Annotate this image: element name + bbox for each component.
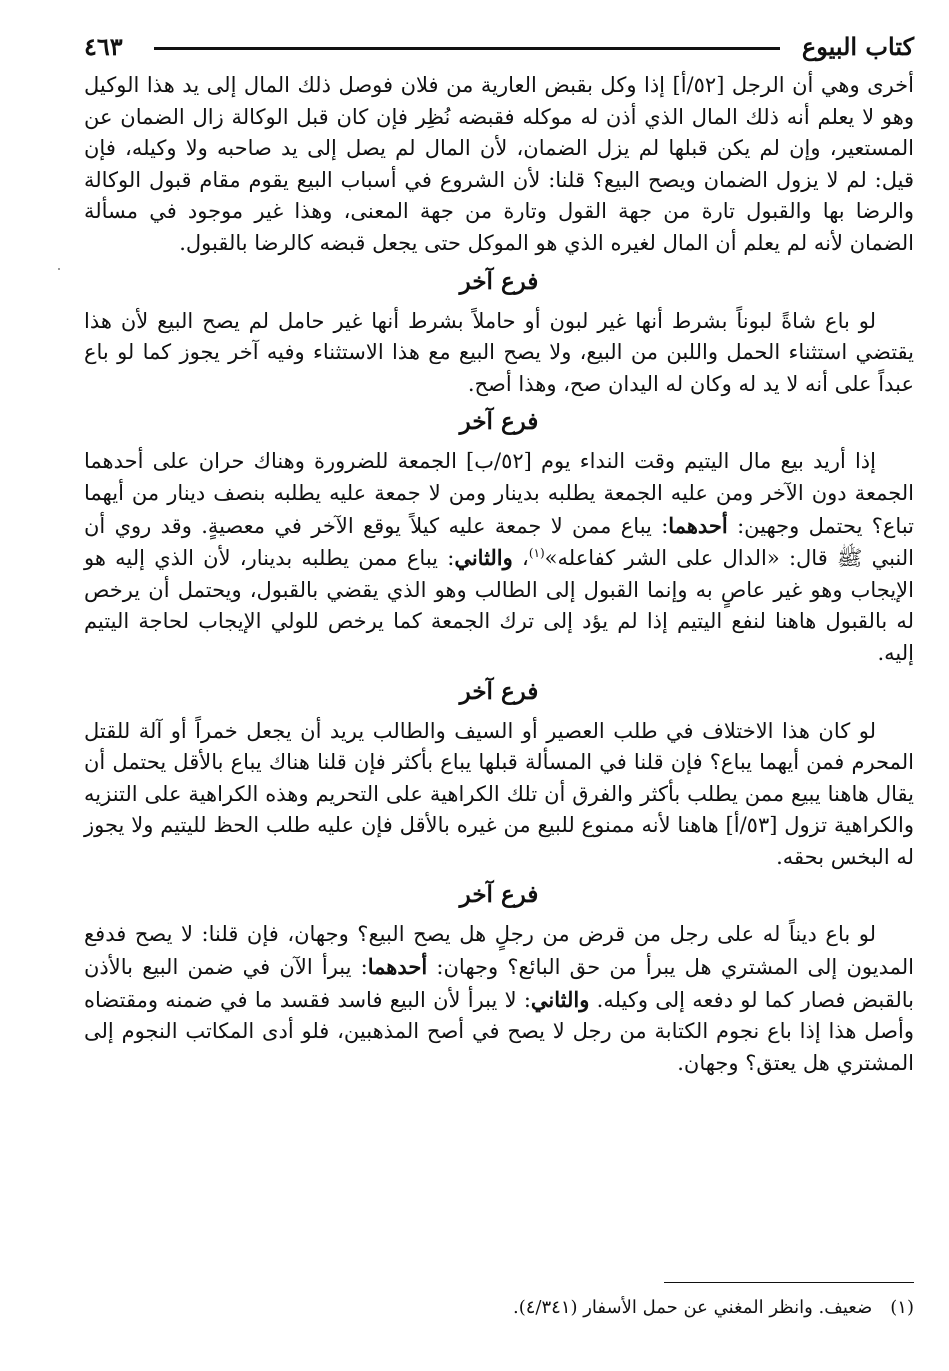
footnote-marker: (١) [528,546,545,561]
text-run: لو باع شاةً لبوناً بشرط أنها غير لبون أو حاملاً بشرط أنها غير حامل لم يصح البيع لأن هذا يقتضي استثناء الحمل واللبن من البيع، ولا يصح البيع مع هذا الاستثناء وفيه آخر يجوز كما لو باع عبداً على أنه لا يد له وكان له اليدان صح، وهذا أصح. [84,308,914,396]
footnote-text: ضعيف. وانظر المغني عن حمل الأسفار (٤/٣٤١). [513,1297,873,1318]
footnote [84,1294,914,1322]
book-page [40,0,920,1371]
text-run: : يباع ممن لا جمعة عليه كيلاً يوقع الآخر في معصيةٍ. وقد روي أن النبي ﷺ قال: «الدال على الشر كفاعله» [84,513,915,571]
footnote-divider [664,1282,914,1283]
page-header [84,30,914,64]
text-run: لو باع ديناً له على رجل من قرض من رجلٍ هل يصح البيع؟ وجهان، فإن قلنا: لا يصح فدفع المديون إلى المشتري هل يبرأ من حق البائع؟ وجهان: [84,922,914,980]
bold-term: أحدهما [668,512,728,538]
paragraph [84,306,914,401]
scan-speck [58,268,60,270]
main-text [84,70,914,1079]
section-heading: فرع آخر [459,408,539,436]
bold-term: والثاني [454,545,513,571]
page-number: ٤٦٣ [84,32,123,61]
section-heading: فرع آخر [459,267,539,295]
section-heading: فرع آخر [459,881,539,909]
text-run: إذا أريد بيع مال اليتيم وقت النداء يوم [٥٢/ب] الجمعة للضرورة وهناك حران على أحدهما الجمعة دون الآخر ومن عليه الجمعة يطلبه بدينار ومن لا جمعة عليه يطلبه بنصف دينار من أيهما تباع؟ يحتمل وجهين: [84,449,915,538]
running-title: كتاب البيوع [801,32,914,61]
text-run: : يبرأ الآن في ضمن البيع بالأذن بالقبض فصار كما لو دفعه إلى وكيله. [84,955,914,1012]
text-run: لو كان هذا الاختلاف في طلب العصير أو السيف والطالب يريد أن يجعل خمراً أو آلة للقتل المحرم فمن أيهما يباع؟ فإن قلنا في المسألة قبلها يباع بأكثر فإن قلنا هناك يباع بالأقل يحتمل أن يقال هاهنا يبيع ممن يطلب بأكثر والفرق أن تلك الكراهية على التحريم وهذه الكراهية على التنزيه والكراهية تزول [٥٣/أ] هاهنا لأنه ممنوع للبيع من غيره بالأقل فإن عليه طلب الحظ لليتيم ولا يجوز له البخس بحقه. [84,718,915,869]
bold-term: والثاني [530,986,590,1012]
bold-term: أحدهما [367,954,428,980]
paragraph [84,70,914,260]
text-run: ، [512,546,529,571]
footnote-number: (١) [890,1297,914,1318]
paragraph [84,716,914,874]
text-run: أخرى وهي أن الرجل [٥٢/أ] إذا وكل بقبض العارية من فلان فوصل ذلك المال إلى يد هذا الوكيل وهو لا يعلم أنه ذلك المال الذي أذن له موكله فقبضه نُظِر فإن كان قبل الوكالة زال الضمان عن المستعير، وإن لم يكن قبلها لم يزل الضمان، لأن المال لم يصل إلى يد صاحبه ولا وكيله، فإن قيل: لم لا يزول الضمان ويصح البيع؟ قلنا: لأن الشروع في أسباب البيع يقوم مقام قبول الوكالة والرضا بها والقبول تارة من جهة القول وتارة من جهة المعنى، وهذا غير موجود في مسألة الضمان لأنه لم يعلم أن المال لغيره الذي هو الموكل حتى يجعل قبضه كالرضا بالقبول. [84,73,914,255]
section-heading: فرع آخر [459,677,539,705]
text-run: : يباع ممن يطلبه بدينار، لأن الذي إليه هو الإيجاب وهو غير عاصٍ به وإنما القبول إلى الطالب وهو الذي يقضي بالقبول، ويحتمل أن يرخص له بالقبول هاهنا لنفع اليتيم إذا لم يؤد إلى ترك الجمعة كما يرخص للولي الإيجاب لحاجة اليتيم إليه. [84,546,914,665]
paragraph [84,919,914,1079]
header-rule [154,47,780,50]
text-run: : لا يبرأ لأن البيع فاسد فقسد ما في ضمنه ومقتضاه وأصل هذا إذا باع نجوم الكتابة من رجل لا يصح في أصح المذهبين، فلو أدى المكاتب النجوم إلى المشتري هل يعتق؟ وجهان. [84,987,914,1075]
paragraph [84,446,914,669]
